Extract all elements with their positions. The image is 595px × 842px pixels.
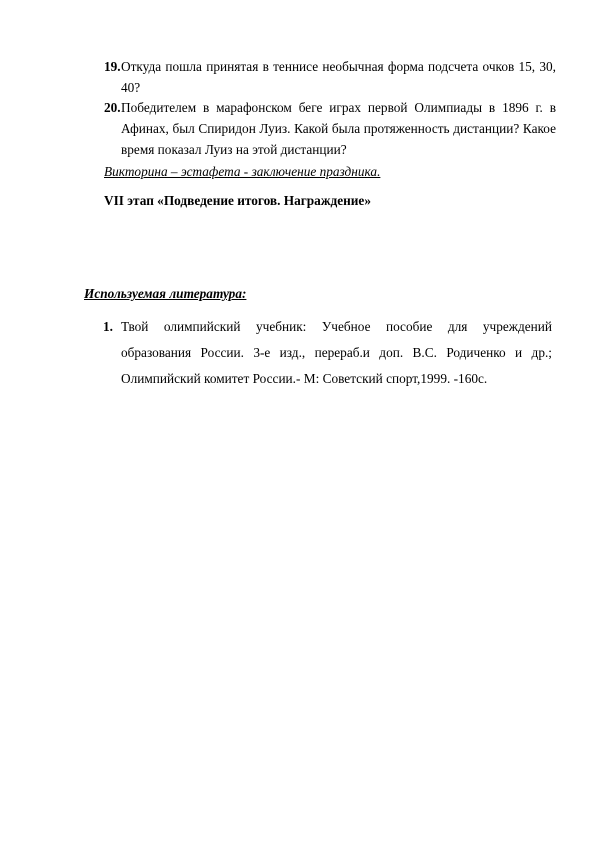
- question-19: [104, 56, 556, 98]
- quiz-relay-line: Викторина – эстафета - заключение праздника.: [104, 164, 381, 179]
- question-number: 19.: [104, 59, 121, 74]
- question-number: 20.: [104, 100, 121, 115]
- question-text: Победителем в марафонском беге играх первой Олимпиады в 1896 г. в Афинах, был Спиридон Луиз. Какой была протяженность дистанции? Какое время показал Луиз на этой дистанции?: [121, 100, 556, 157]
- question-20: [104, 97, 556, 160]
- question-text: Откуда пошла принятая в теннисе необычная форма подсчета очков 15, 30, 40?: [121, 59, 556, 95]
- stage-heading: VII этап «Подведение итогов. Награждение»: [104, 193, 371, 208]
- literature-item: [103, 314, 552, 392]
- literature-item-number: 1.: [103, 319, 113, 334]
- literature-item-text: Твой олимпийский учебник: Учебное пособие для учреждений образования России. 3-е изд., перераб.и доп. В.С. Родиченко и др.; Олимпийский комитет России.- М: Советский спорт,1999. -160с.: [121, 319, 552, 386]
- literature-heading: Используемая литература:: [84, 286, 247, 301]
